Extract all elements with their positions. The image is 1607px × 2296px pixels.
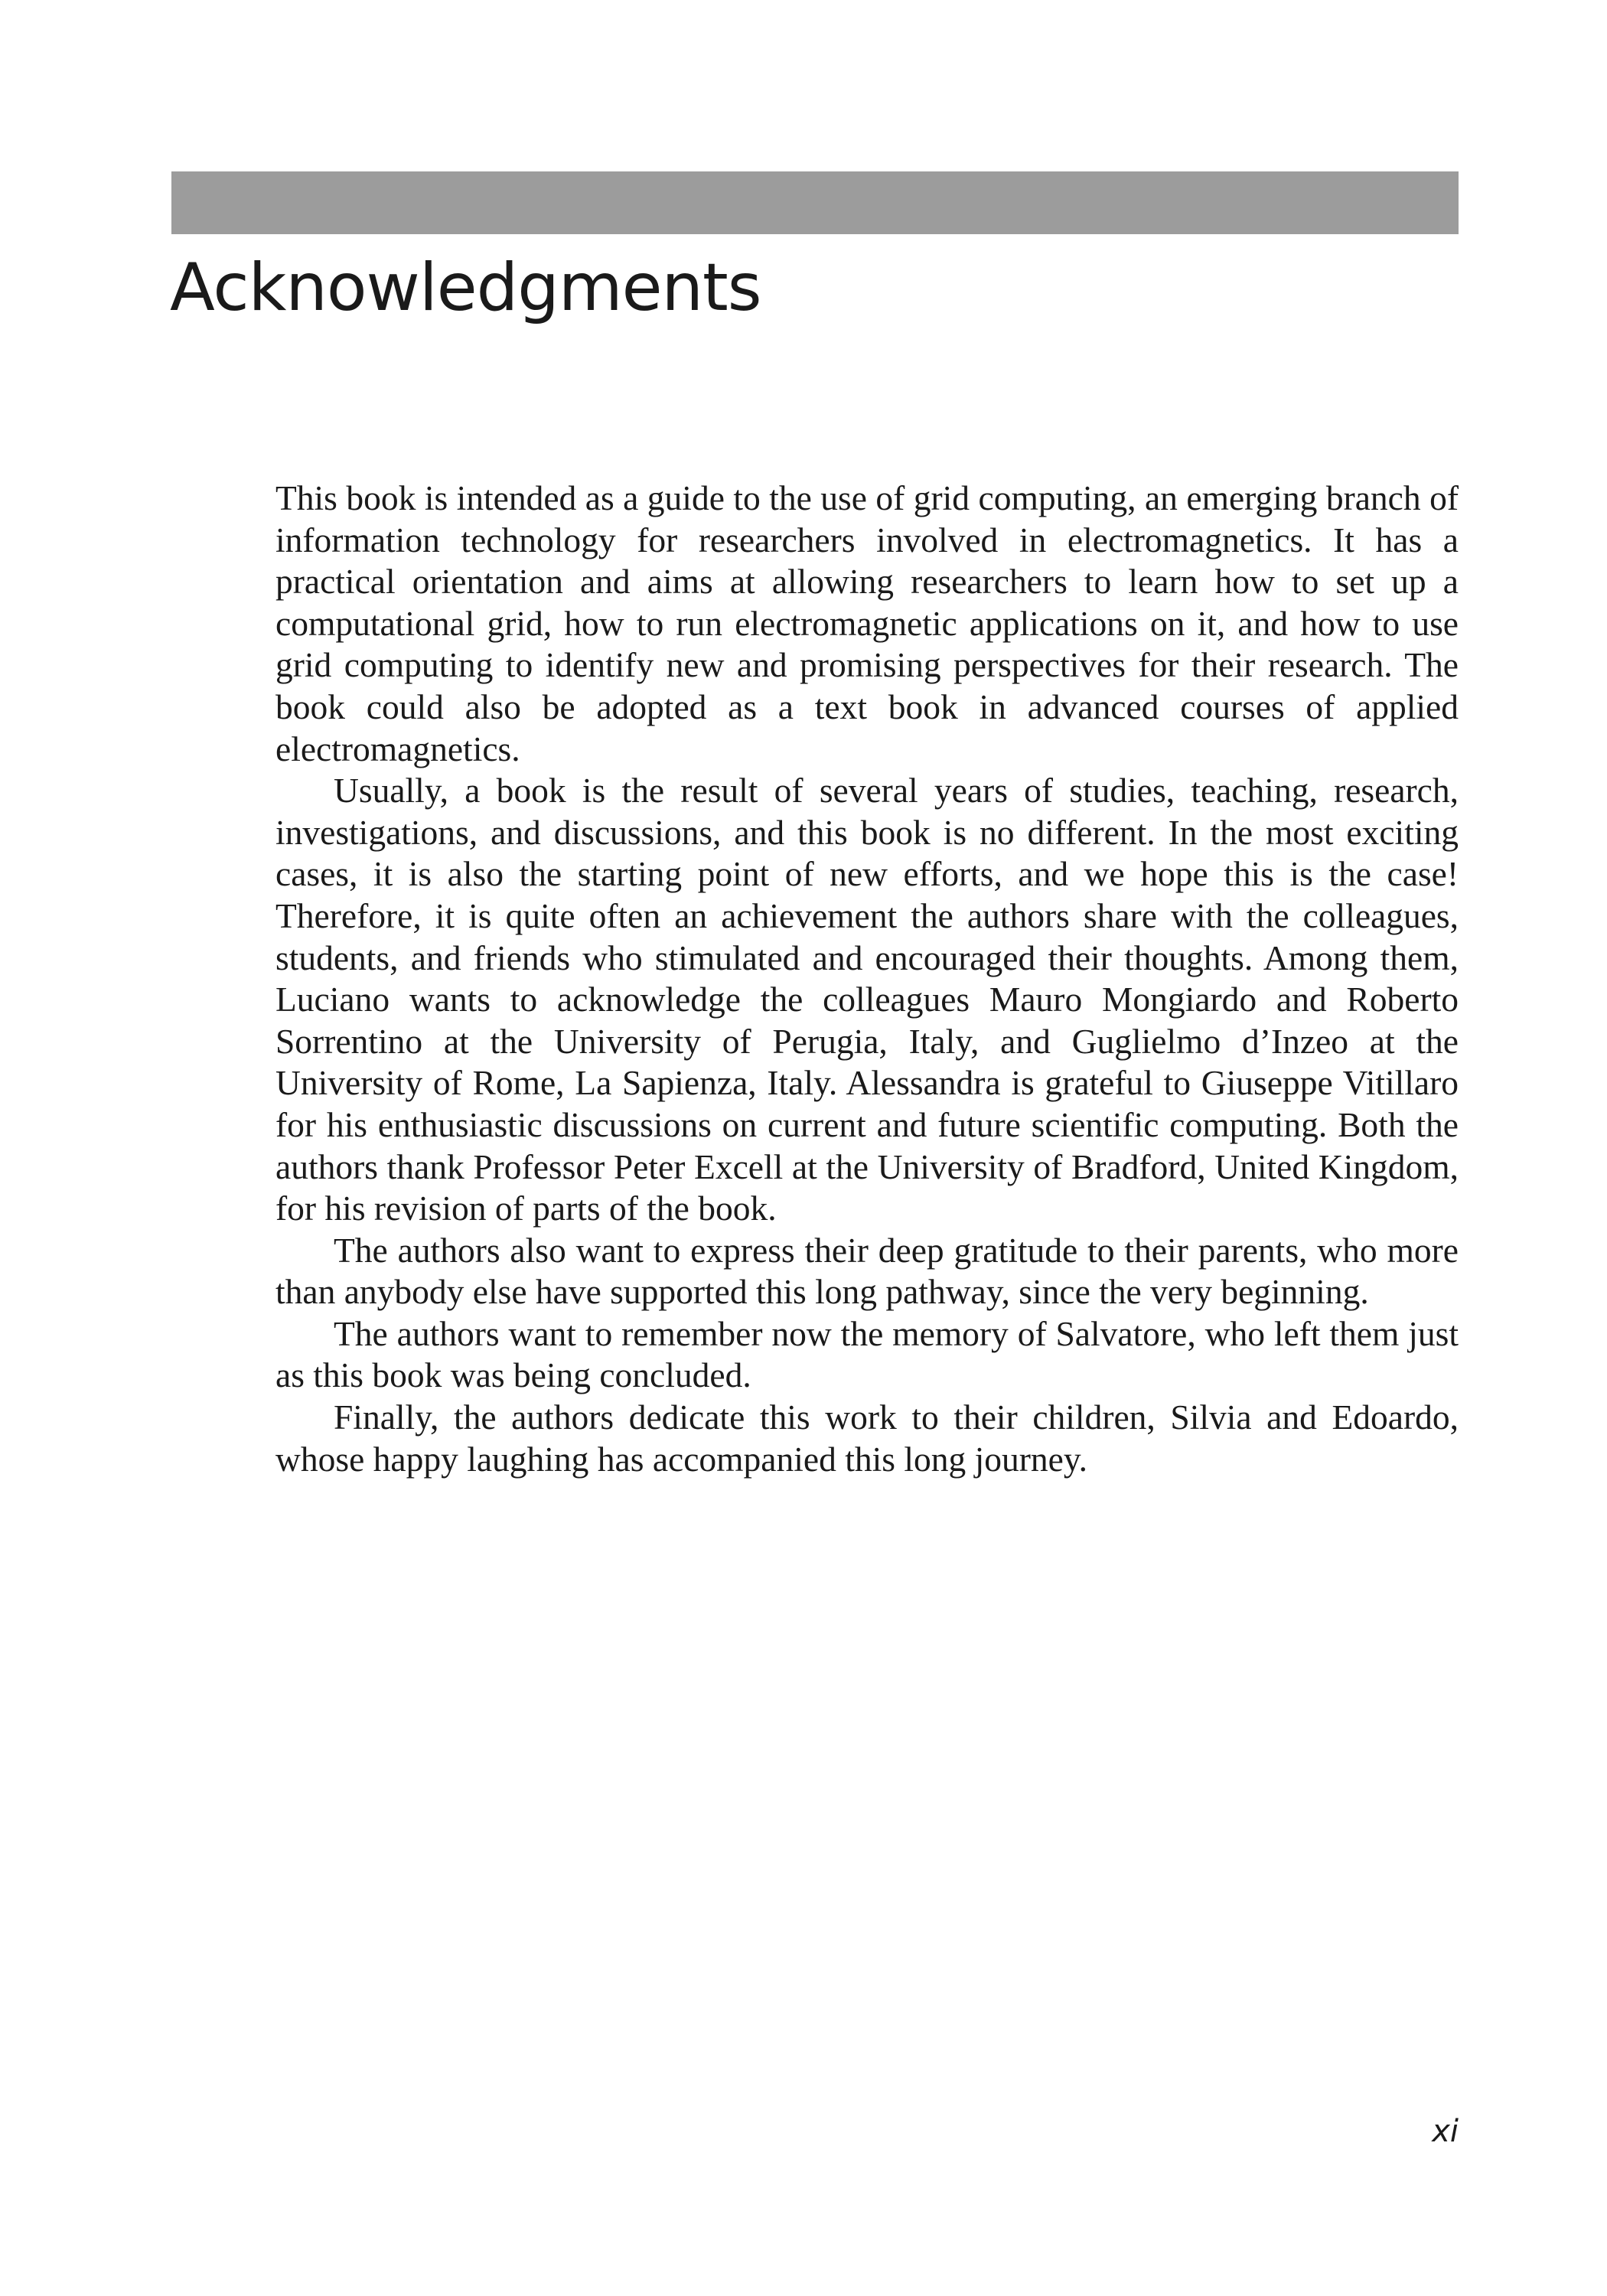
paragraph-intro: This book is intended as a guide to the use of grid computing, an emerging branch of information technology for researchers involved in electromagnetics. It has a practical orientation and aims at allowing researchers to learn how to set up a computational grid, how to run electromagnetic applications on it, and how to use grid computing to identify new and promising perspectives for their research. The book could also be adopted as a text book in advanced courses of applied electromagnetics. [275,478,1459,768]
chapter-title: Acknowledgments [170,249,761,326]
paragraph-colleagues: Usually, a book is the result of several years of studies, teaching, research, investigations, and discussions, and this book is no different. In the most exciting cases, it is also the starting point of new efforts, and we hope this is the case! Therefore, it is quite often an achievement the authors share with the colleagues, students, and friends who stimulated and encouraged their thoughts. Among them, Luciano wants to acknowledge the colleagues Mauro Mongiardo and Roberto Sorrentino at the University of Perugia, Italy, and Guglielmo d’Inzeo at the University of Rome, La Sapienza, Italy. Alessandra is grateful to Giuseppe Vitillaro for his enthusiastic discussions on current and future scientific computing. Both the authors thank Professor Peter Excell at the University of Bradford, United Kingdom, for his revision of parts of the book. [275,771,1459,1228]
paragraph-parents: The authors also want to express their deep gratitude to their parents, who more than anybody else have supported this long pathway, since the very beginning. [275,1230,1459,1312]
paragraph-dedication: Finally, the authors dedicate this work to their children, Silvia and Edoardo, whose happy laughing has accompanied this long journey. [275,1397,1459,1479]
acknowledgments-body [275,478,1459,1480]
chapter-header-bar [171,171,1459,234]
paragraph-memory: The authors want to remember now the memory of Salvatore, who left them just as this book was being concluded. [275,1313,1459,1395]
page-number: xi [1432,2114,1459,2149]
